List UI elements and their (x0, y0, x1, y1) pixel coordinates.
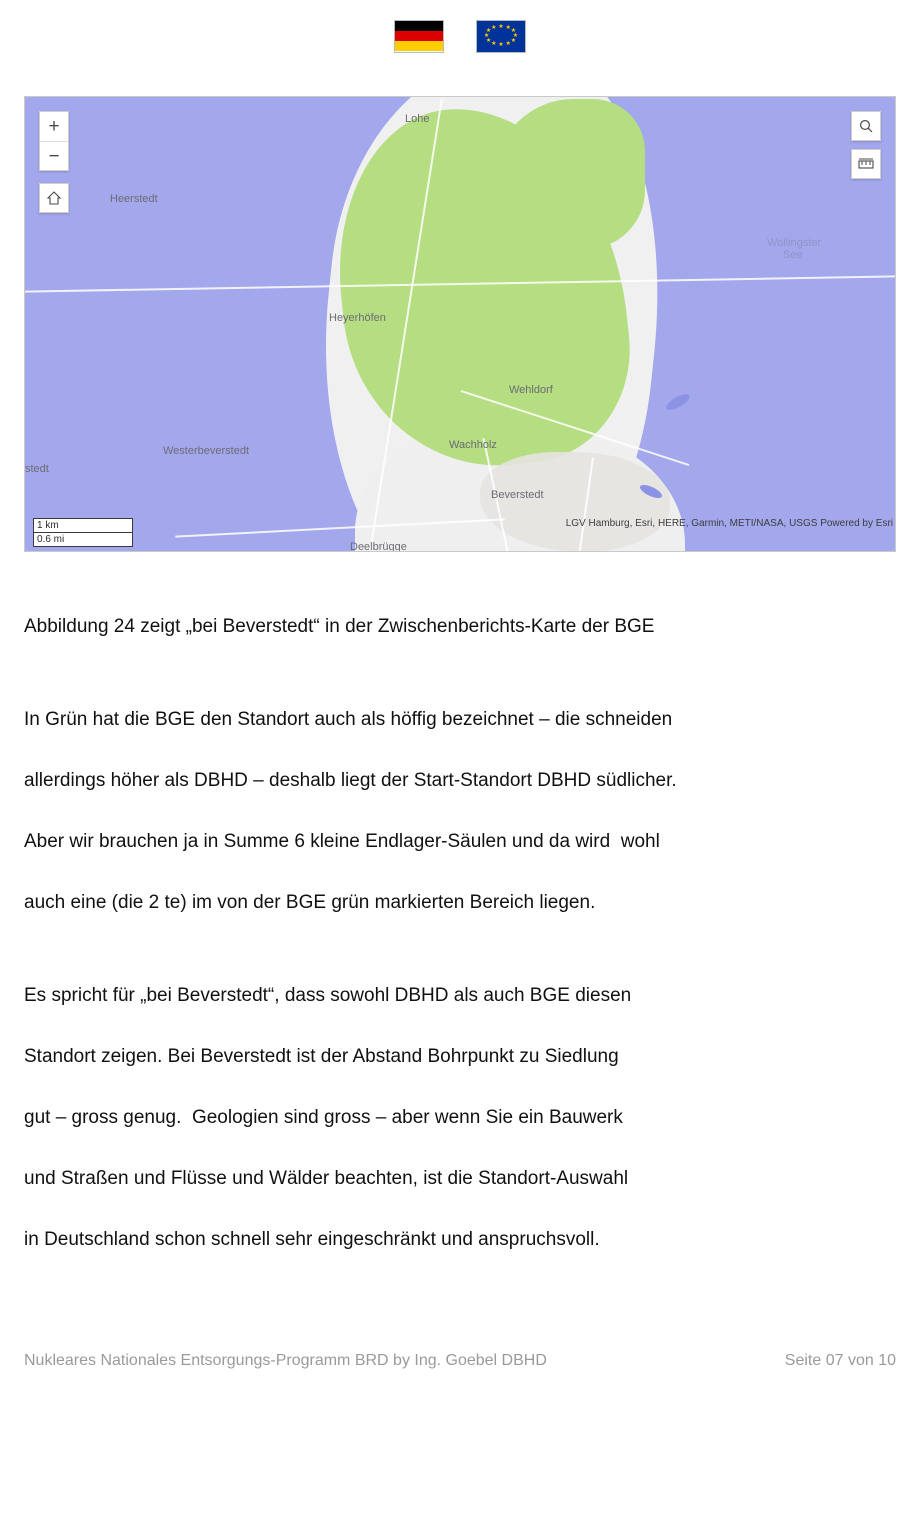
zoom-out-button[interactable]: − (48, 145, 60, 167)
map-zoom-controls[interactable] (39, 111, 69, 171)
eu-star-icon: ★ (510, 28, 517, 35)
home-icon (46, 190, 62, 206)
eu-star-icon: ★ (510, 37, 517, 44)
measure-icon (857, 156, 875, 172)
eu-star-icon: ★ (491, 41, 497, 48)
map-figure[interactable] (24, 96, 896, 552)
flag-european-union (476, 20, 526, 53)
map-place-label: See (783, 249, 803, 261)
map-place-label: Lohe (405, 113, 430, 125)
eu-star-icon: ★ (485, 28, 492, 35)
map-attribution: LGV Hamburg, Esri, HERE, Garmin, METI/NASA, USGS Powered by Esri (565, 518, 893, 529)
eu-star-icon: ★ (498, 42, 504, 49)
home-button[interactable] (39, 183, 69, 213)
eu-star-icon: ★ (498, 23, 504, 30)
map-place-label: Beverstedt (491, 489, 544, 501)
eu-star-icon: ★ (485, 37, 492, 44)
scale-km: 1 km (33, 518, 133, 533)
eu-star-icon: ★ (512, 33, 519, 39)
map-place-label: Wachholz (449, 439, 497, 451)
map-place-label: Deelbrügge (350, 541, 407, 552)
footer-page-number: Seite 07 von 10 (784, 1352, 896, 1369)
figure-caption: Abbildung 24 zeigt „bei Beverstedt“ in der Zwischenberichts-Karte der BGE (24, 616, 655, 637)
scale-mi: 0.6 mi (33, 533, 133, 547)
flag-row (0, 0, 920, 54)
eu-star-icon: ★ (491, 24, 497, 31)
flag-germany (394, 20, 444, 53)
measure-button[interactable] (851, 149, 881, 179)
paragraph-2: Es spricht für „bei Beverstedt“, dass sowohl DBHD als auch BGE diesen Standort zeigen. Bei Beverstedt ist der Abstand Bohrpunkt zu Siedlung gut – gross genug. Geologien sind gross – aber wenn Sie ein Bauwerk und Straßen und Flüsse und Wälder beachten, ist die Standort-Auswahl in Deutschland schon schnell sehr eingeschränkt und anspruchsvoll. (24, 985, 632, 1250)
map-place-label: Westerbeverstedt (163, 445, 250, 457)
map-green-region-bge-north (495, 99, 645, 249)
map-place-label: stedt (25, 463, 49, 475)
page-footer (24, 1352, 896, 1370)
footer-left-text: Nukleares Nationales Entsorgungs-Programm BRD by Ing. Goebel DBHD (24, 1352, 547, 1369)
eu-star-icon: ★ (505, 41, 511, 48)
map-place-label: Wehldorf (509, 384, 553, 396)
document-body (24, 596, 896, 1270)
map-place-label: Heerstedt (110, 193, 158, 205)
eu-star-icon: ★ (505, 24, 511, 31)
map-scale-bar (33, 518, 133, 547)
map-place-label: Wollingster (767, 237, 822, 249)
map-place-label: Heyerhöfen (329, 312, 386, 324)
search-button[interactable] (851, 111, 881, 141)
search-icon (858, 118, 874, 134)
paragraph-1: In Grün hat die BGE den Standort auch als höffig bezeichnet – die schneiden allerdings höher als DBHD – deshalb liegt der Start-Standort DBHD südlicher. Aber wir brauchen ja in Summe 6 kleine Endlager-Säulen und da wird wohl auch eine (die 2 te) im von der BGE grün markierten Bereich liegen. (24, 709, 677, 913)
zoom-in-button[interactable]: + (48, 115, 60, 137)
eu-star-icon: ★ (483, 33, 490, 39)
